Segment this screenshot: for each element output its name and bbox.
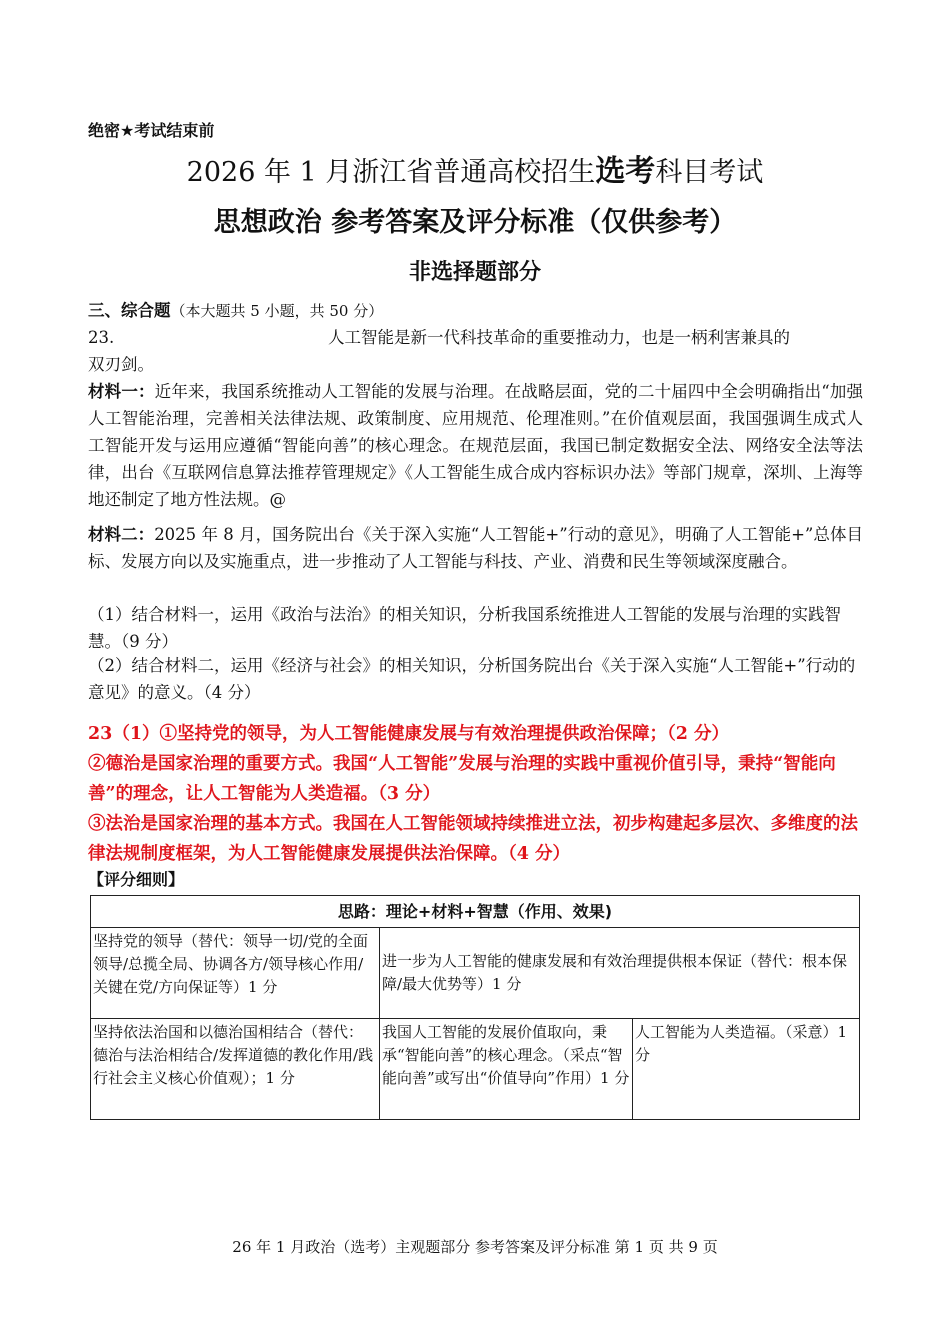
page-footer: 26 年 1 月政治（选考）主观题部分 参考答案及评分标准 第 1 页 共 9 页: [232, 1238, 718, 1256]
table-row: [91, 1019, 860, 1120]
material-one-text: 近年来，我国系统推动人工智能的发展与治理。在战略层面，党的二十届四中全会明确指出“加强人工智能治理，完善相关法律法规、政策制度、应用规范、伦理准则。”在价值观层面，我国强调生成式人工智能开发与运用应遵循“智能向善”的核心理念。在规范层面，我国已制定数据安全法、网络安全法等法律，出台《互联网信息算法推荐管理规定》《人工智能生成合成内容标识办法》等部门规章，深圳、上海等地还制定了地方性法规。@: [88, 382, 864, 509]
document-subtitle: 思想政治 参考答案及评分标准（仅供参考）: [213, 207, 737, 238]
rubric-cell-effect-1: 进一步为人工智能的健康发展和有效治理提供根本保证（替代：根本保障/最大优势等）1 分: [380, 928, 860, 1019]
material-two-text: 2025 年 8 月，国务院出台《关于深入实施“人工智能+”行动的意见》，明确了人工智能+”总体目标、发展方向以及实施重点，进一步推动了人工智能与科技、产业、消费和民生等领域深度融合。: [88, 525, 863, 571]
rubric-heading: 【评分细则】: [88, 870, 185, 889]
question-intro: [88, 324, 863, 378]
material-one: [88, 378, 863, 513]
material-two: [88, 521, 863, 575]
exam-title-prefix: 2026 年 1 月浙江省普通高校招生: [186, 157, 596, 188]
rubric-cell-material-2: 我国人工智能的发展价值取向，秉承“智能向善”的核心理念。（采点“智能向善”或写出“价值导向”作用）1 分: [380, 1019, 633, 1120]
rubric-cell-theory-1: 坚持党的领导（替代：领导一切/党的全面领导/总揽全局、协调各方/领导核心作用/关键在党/方向保证等）1 分: [91, 928, 380, 1019]
sub-question-2: （2）结合材料二，运用《经济与社会》的相关知识，分析国务院出台《关于深入实施“人工智能+”行动的意见》的意义。（4 分）: [88, 656, 856, 702]
sub-question-1: （1）结合材料一，运用《政治与法治》的相关知识，分析我国系统推进人工智能的发展与治理的实践智慧。（9 分）: [88, 605, 841, 651]
answer-point-3: ③法治是国家治理的基本方式。我国在人工智能领域持续推进立法，初步构建起多层次、多维度的法律法规制度框架，为人工智能健康发展提供法治保障。（4 分）: [88, 814, 858, 864]
part-heading-note: （本大题共 5 小题，共 50 分）: [170, 302, 384, 320]
rubric-cell-effect-2: 人工智能为人类造福。（采意）1 分: [633, 1019, 860, 1120]
rubric-cell-theory-2: 坚持依法治国和以德治国相结合（替代：德治与法治相结合/发挥道德的教化作用/践行社会主义核心价值观）；1 分: [91, 1019, 380, 1120]
question-intro-line1: 人工智能是新一代科技革命的重要推动力，也是一柄利害兼具的: [328, 328, 790, 347]
exam-title-emphasis: 选考: [595, 154, 656, 189]
question-number: 23.: [88, 328, 115, 347]
material-two-label: 材料二：: [88, 525, 155, 544]
material-one-label: 材料一：: [88, 382, 155, 401]
answer-point-1: 23（1）①坚持党的领导，为人工智能健康发展与有效治理提供政治保障；（2 分）: [88, 724, 730, 744]
part-heading: [88, 297, 863, 325]
rubric-table: [90, 895, 860, 1120]
exam-title-suffix: 科目考试: [655, 157, 764, 188]
rubric-table-header: 思路：理论+材料+智慧（作用、效果): [91, 896, 860, 928]
answer-point-2: ②德治是国家治理的重要方式。我国“人工智能”发展与治理的实践中重视价值引导，秉持“智能向善”的理念，让人工智能为人类造福。（3 分）: [88, 754, 836, 804]
section-title: 非选择题部分: [408, 260, 541, 285]
confidential-mark: 绝密★考试结束前: [88, 121, 215, 140]
part-heading-label: 三、综合题: [88, 301, 171, 320]
exam-title: [0, 146, 950, 190]
question-intro-line2: 双刃剑。: [88, 355, 154, 374]
table-row: [91, 896, 860, 928]
table-row: [91, 928, 860, 1019]
